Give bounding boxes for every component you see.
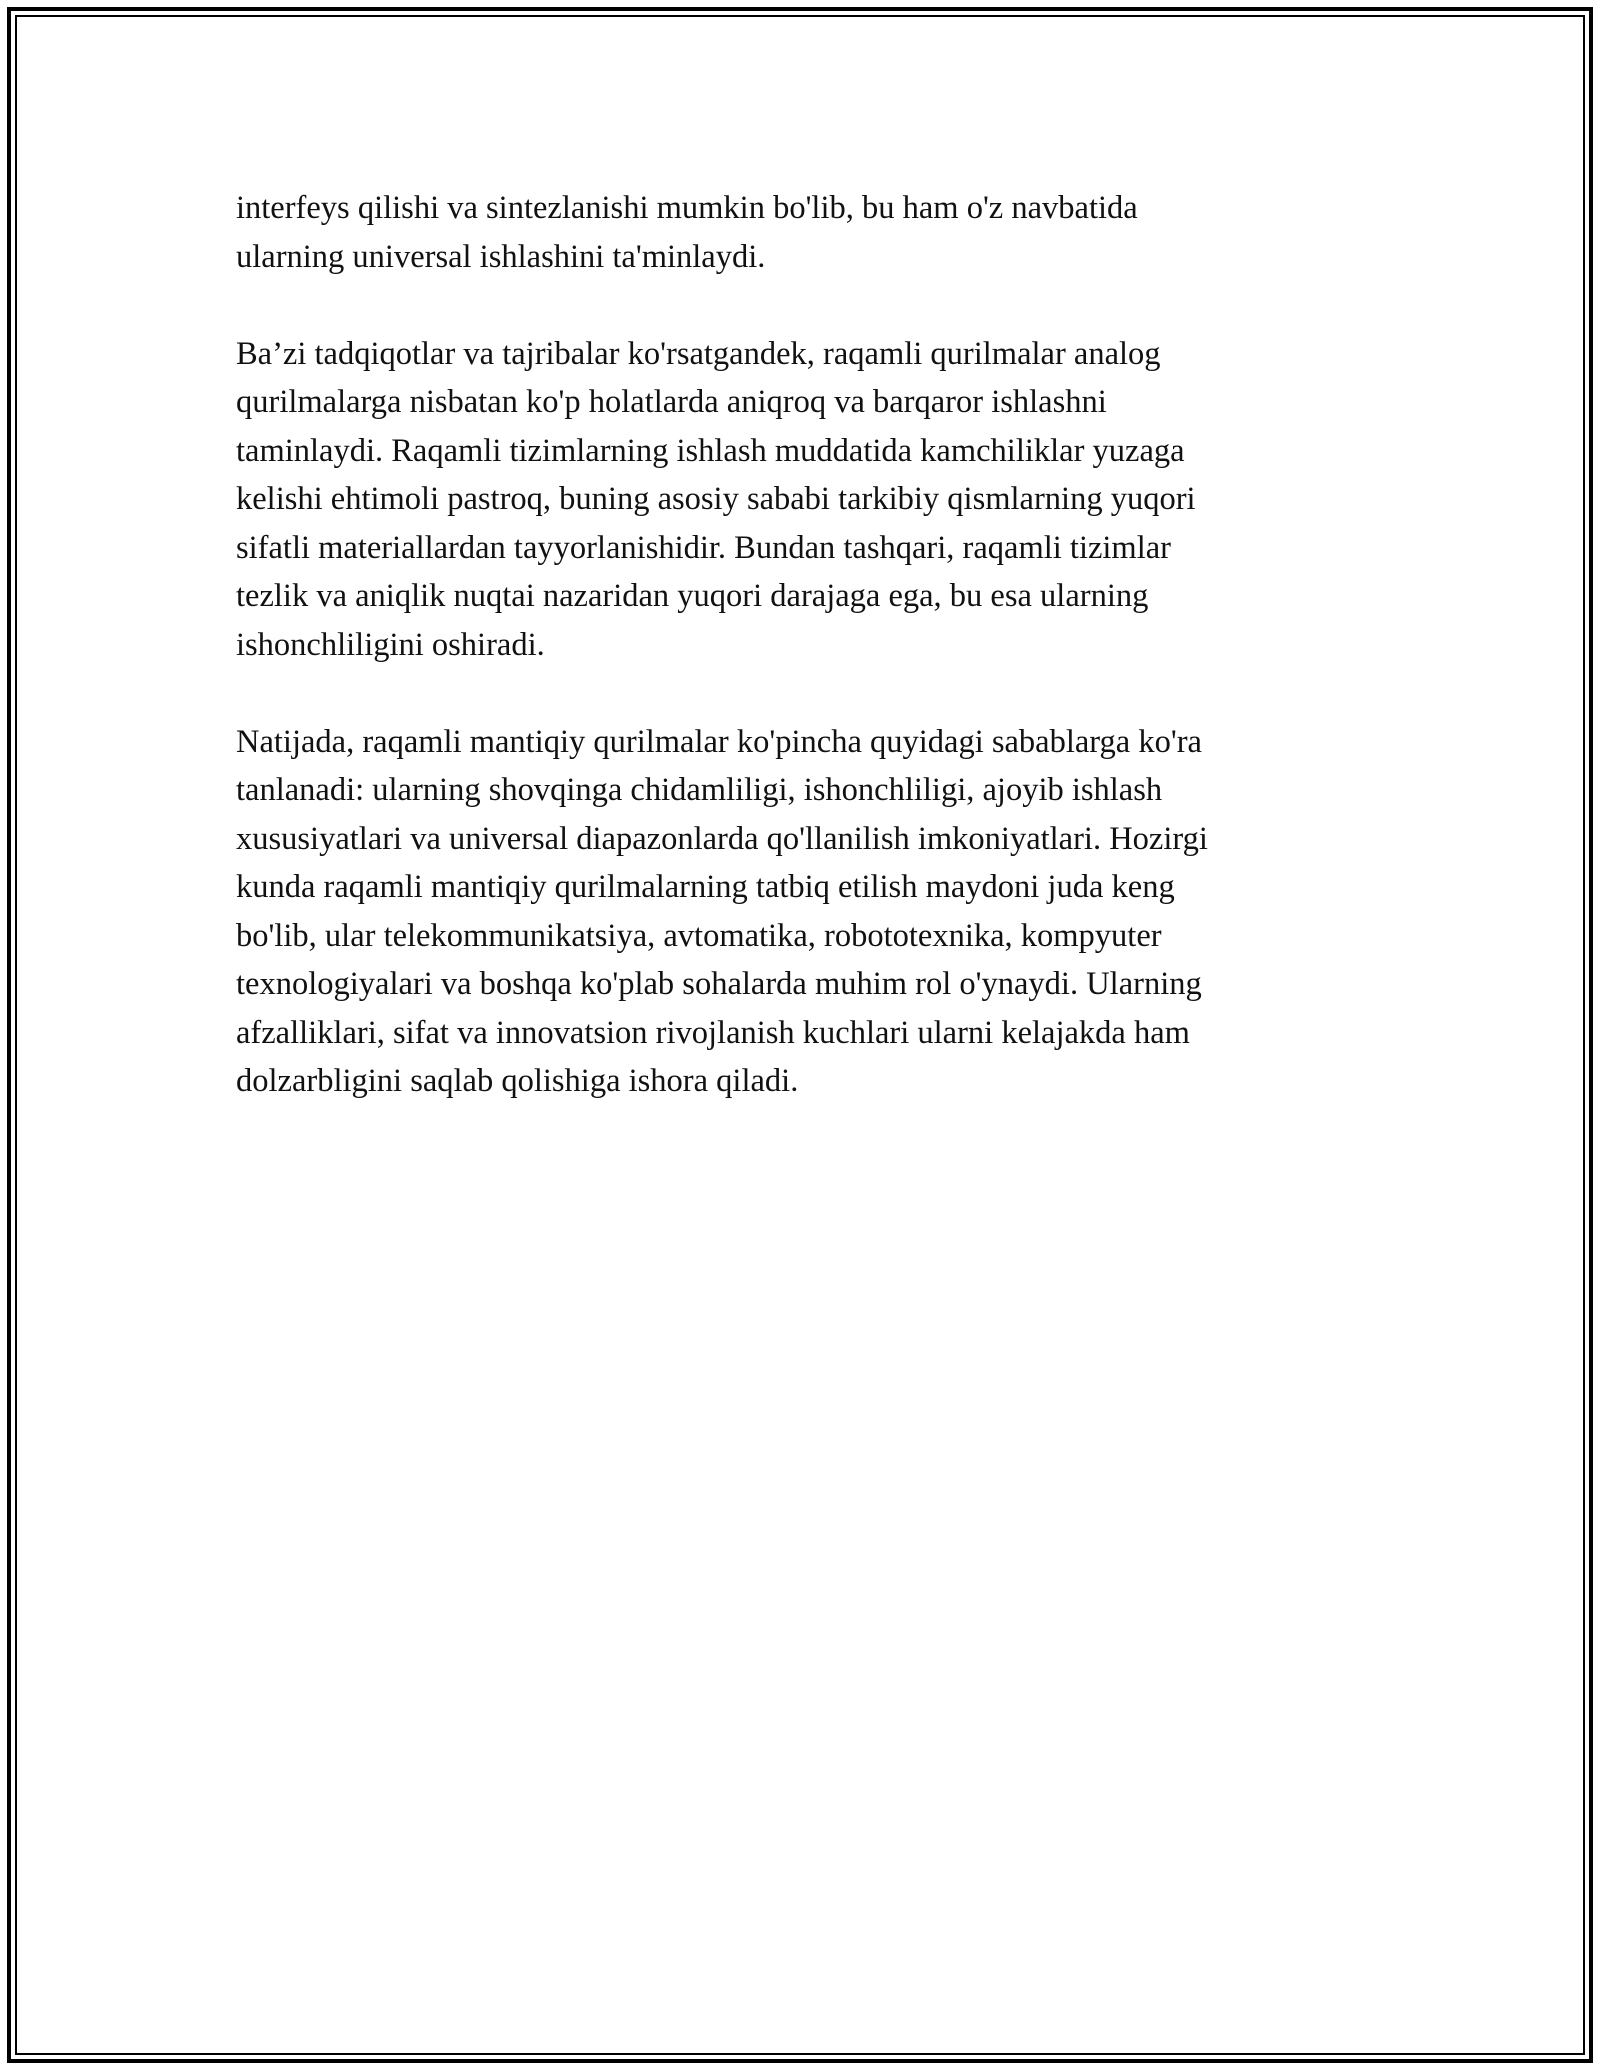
paragraph-2: Ba’zi tadqiqotlar va tajribalar ko'rsatgandek, raqamli qurilmalar analog qurilmalarga nisbatan ko'p holatlarda aniqroq va barqaror ishlashni taminlaydi. Raqamli tizimlarning ishlash muddatida kamchiliklar yuzaga kelishi ehtimoli pastroq, buning asosiy sababi tarkibiy qismlarning yuqori sifatli materiallardan tayyorlanishidir. Bundan tashqari, raqamli tizimlar tezlik va aniqlik nuqtai nazaridan yuqori darajaga ega, bu esa ularning ishonchliligini oshiradi.	[236, 335, 1196, 663]
document-body	[236, 184, 1356, 1154]
paragraph-3: Natijada, raqamli mantiqiy qurilmalar ko'pincha quyidagi sabablarga ko'ra tanlanadi: ularning shovqinga chidamliligi, ishonchliligi, ajoyib ishlash xususiyatlari va universal diapazonlarda qo'llanilish imkoniyatlari. Hozirgi kunda raqamli mantiqiy qurilmalarning tatbiq etilish maydoni juda keng bo'lib, ular telekommunikatsiya, avtomatika, robototexnika, kompyuter texnologiyalari va boshqa ko'plab sohalarda muhim rol o'ynaydi. Ularning afzalliklari, sifat va innovatsion rivojlanish kuchlari ularni kelajakda ham dolzarbligini saqlab qolishiga ishora qiladi.	[236, 723, 1208, 1099]
paragraph-1: interfeys qilishi va sintezlanishi mumkin bo'lib, bu ham o'z navbatida ularning universal ishlashini ta'minlaydi.	[236, 190, 1138, 275]
